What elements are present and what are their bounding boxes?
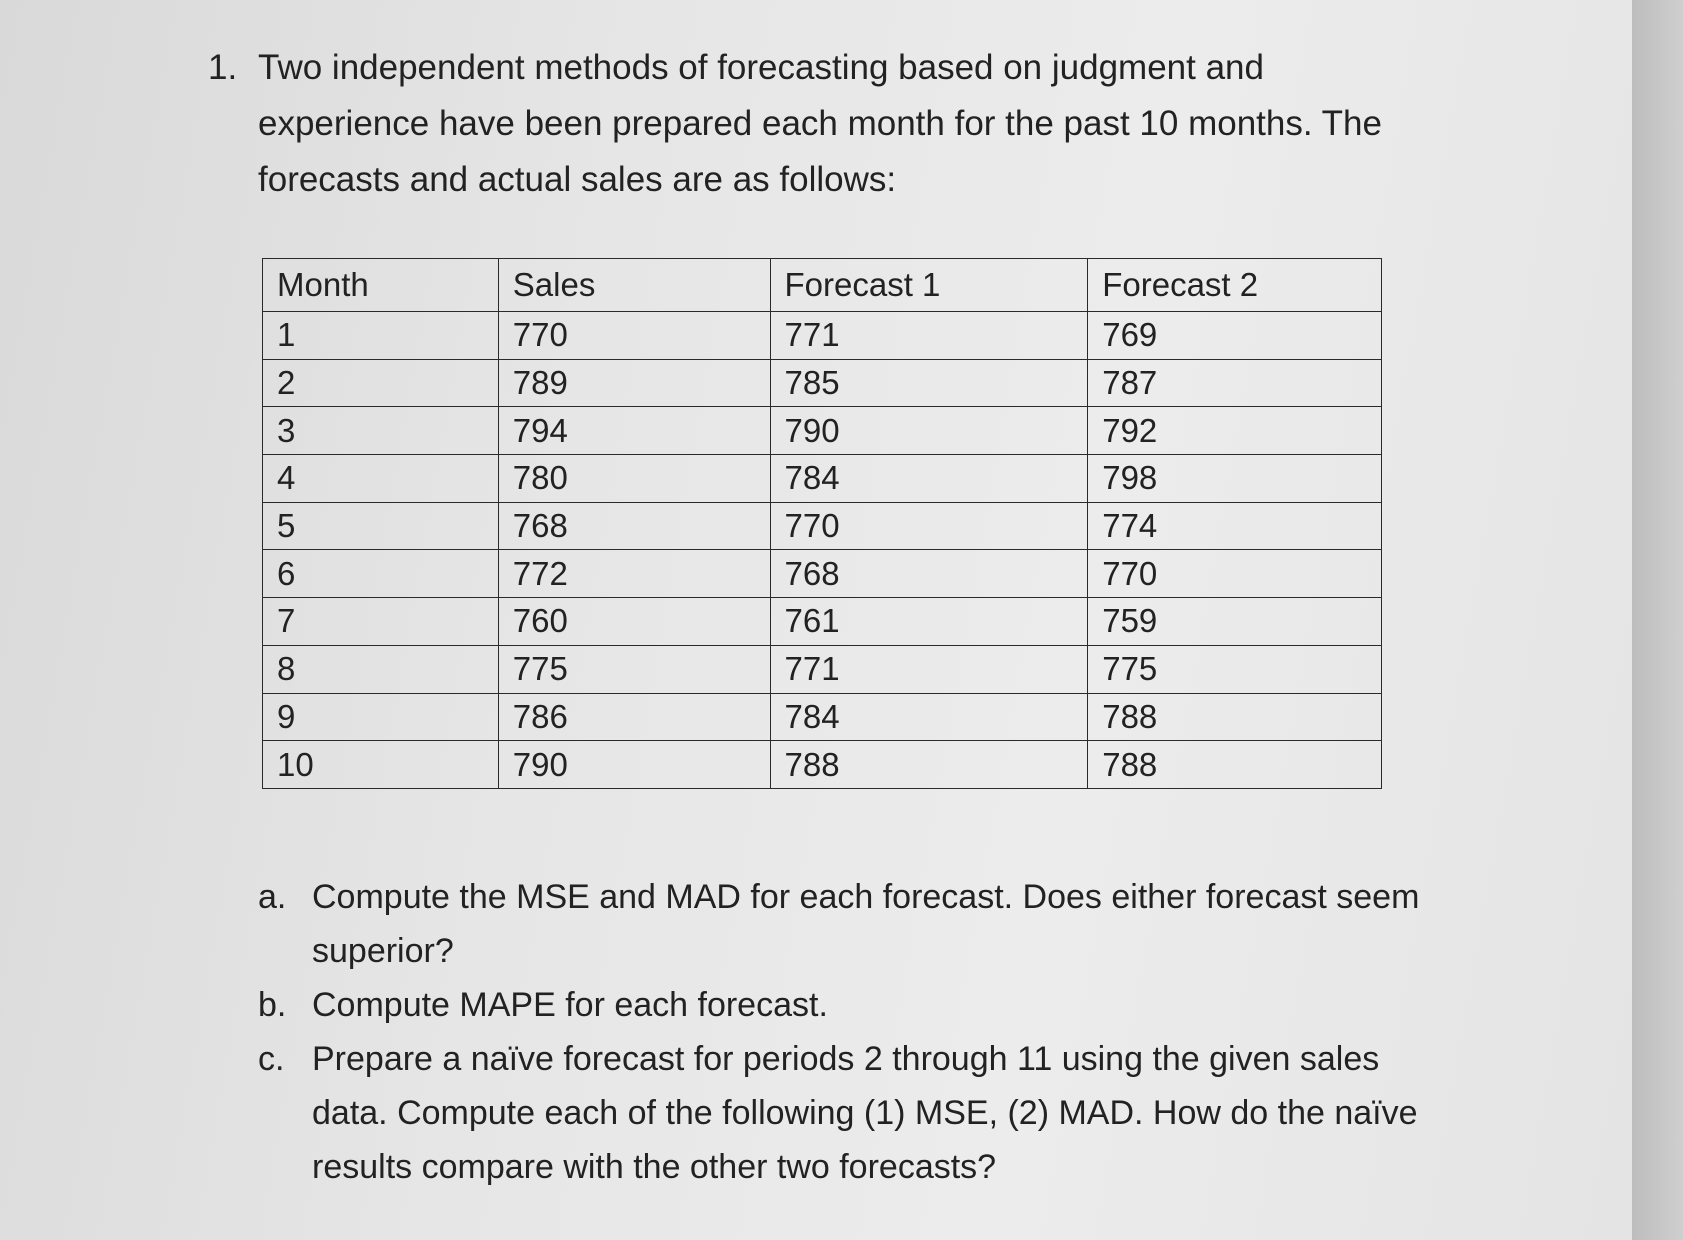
sub-question-a bbox=[258, 870, 1458, 978]
sub-question-letter: c. bbox=[258, 1040, 285, 1078]
cell-forecast-1: 790 bbox=[770, 407, 1088, 455]
sub-question-text: Prepare a naïve forecast for periods 2 through 11 using the given sales data. Compute each of the following (1) MSE, (2) MAD. How do the naïve results compare with the other two forecasts? bbox=[312, 1040, 1418, 1186]
page-edge-shadow bbox=[1632, 0, 1683, 1240]
table-row bbox=[263, 312, 1382, 360]
cell-forecast-2: 774 bbox=[1088, 502, 1382, 550]
cell-sales: 760 bbox=[498, 598, 770, 646]
sub-question-text: Compute MAPE for each forecast. bbox=[312, 986, 828, 1024]
cell-sales: 794 bbox=[498, 407, 770, 455]
question-number: 1. bbox=[208, 48, 238, 87]
table-row bbox=[263, 502, 1382, 550]
header-sales: Sales bbox=[498, 259, 770, 312]
cell-forecast-2: 759 bbox=[1088, 598, 1382, 646]
table-row bbox=[263, 550, 1382, 598]
question-text: Two independent methods of forecasting based on judgment and experience have been prepared each month for the past 10 months. The forecasts and actual sales are as follows: bbox=[258, 48, 1382, 199]
cell-forecast-2: 775 bbox=[1088, 645, 1382, 693]
cell-forecast-2: 788 bbox=[1088, 741, 1382, 789]
table-row bbox=[263, 359, 1382, 407]
sub-question-c bbox=[258, 1032, 1458, 1194]
cell-sales: 775 bbox=[498, 645, 770, 693]
cell-sales: 772 bbox=[498, 550, 770, 598]
table-row bbox=[263, 693, 1382, 741]
cell-month: 4 bbox=[263, 455, 499, 503]
cell-forecast-1: 784 bbox=[770, 693, 1088, 741]
cell-month: 1 bbox=[263, 312, 499, 360]
cell-forecast-2: 770 bbox=[1088, 550, 1382, 598]
cell-forecast-1: 768 bbox=[770, 550, 1088, 598]
cell-sales: 768 bbox=[498, 502, 770, 550]
cell-month: 10 bbox=[263, 741, 499, 789]
cell-forecast-2: 788 bbox=[1088, 693, 1382, 741]
sub-question-text: Compute the MSE and MAD for each forecast. Does either forecast seem superior? bbox=[312, 878, 1420, 970]
cell-forecast-2: 787 bbox=[1088, 359, 1382, 407]
forecast-table bbox=[262, 258, 1382, 789]
cell-forecast-1: 761 bbox=[770, 598, 1088, 646]
cell-month: 6 bbox=[263, 550, 499, 598]
cell-month: 7 bbox=[263, 598, 499, 646]
cell-forecast-1: 785 bbox=[770, 359, 1088, 407]
table-row bbox=[263, 741, 1382, 789]
header-forecast-1: Forecast 1 bbox=[770, 259, 1088, 312]
sub-question-letter: b. bbox=[258, 986, 287, 1024]
cell-sales: 789 bbox=[498, 359, 770, 407]
cell-month: 8 bbox=[263, 645, 499, 693]
cell-forecast-1: 770 bbox=[770, 502, 1088, 550]
header-forecast-2: Forecast 2 bbox=[1088, 259, 1382, 312]
table-row bbox=[263, 407, 1382, 455]
sub-question-b bbox=[258, 978, 1458, 1032]
cell-forecast-1: 771 bbox=[770, 312, 1088, 360]
cell-forecast-2: 798 bbox=[1088, 455, 1382, 503]
cell-sales: 780 bbox=[498, 455, 770, 503]
cell-forecast-1: 771 bbox=[770, 645, 1088, 693]
table-row bbox=[263, 645, 1382, 693]
table-row bbox=[263, 598, 1382, 646]
cell-forecast-2: 769 bbox=[1088, 312, 1382, 360]
cell-forecast-2: 792 bbox=[1088, 407, 1382, 455]
cell-forecast-1: 788 bbox=[770, 741, 1088, 789]
table-header-row bbox=[263, 259, 1382, 312]
cell-month: 3 bbox=[263, 407, 499, 455]
cell-sales: 790 bbox=[498, 741, 770, 789]
cell-month: 2 bbox=[263, 359, 499, 407]
sub-questions bbox=[258, 870, 1458, 1194]
header-month: Month bbox=[263, 259, 499, 312]
table-row bbox=[263, 455, 1382, 503]
cell-sales: 770 bbox=[498, 312, 770, 360]
cell-forecast-1: 784 bbox=[770, 455, 1088, 503]
cell-month: 9 bbox=[263, 693, 499, 741]
cell-month: 5 bbox=[263, 502, 499, 550]
sub-question-letter: a. bbox=[258, 878, 287, 916]
cell-sales: 786 bbox=[498, 693, 770, 741]
